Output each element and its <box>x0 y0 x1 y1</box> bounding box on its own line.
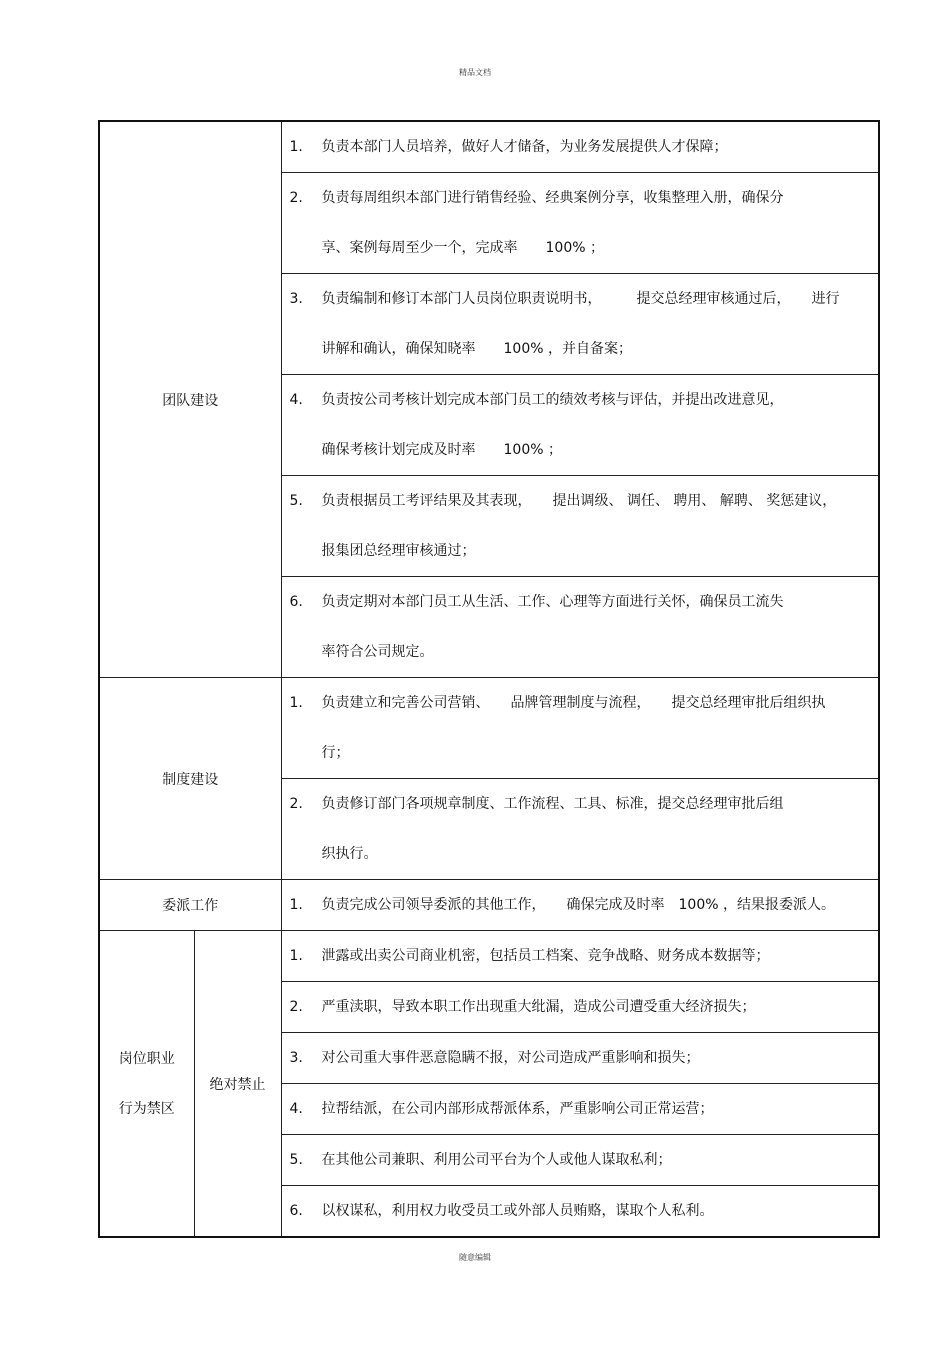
responsibility-item <box>281 982 879 1033</box>
item-number: 5. <box>289 1152 303 1168</box>
item-text: 报集团总经理审核通过； <box>321 543 476 559</box>
item-text: 负责编制和修订本部门人员岗位职责说明书， 提交总经理审核通过后， 进行 <box>321 291 840 307</box>
responsibility-item <box>281 577 879 678</box>
item-text: 负责定期对本部门员工从生活、工作、心理等方面进行关怀，确保员工流失 <box>321 594 784 610</box>
responsibility-item <box>281 121 879 173</box>
subcategory-absolute-prohibition: 绝对禁止 <box>194 931 281 1238</box>
item-number: 6. <box>289 1203 303 1219</box>
item-text: 确保考核计划完成及时率 100% ； <box>321 442 562 458</box>
item-text: 行； <box>321 745 350 761</box>
item-text: 负责修订部门各项规章制度、工作流程、工具、标准，提交总经理审批后组 <box>321 796 784 812</box>
item-text: 负责建立和完善公司营销、 品牌管理制度与流程， 提交总经理审批后组织执 <box>321 695 826 711</box>
item-number: 2. <box>289 190 303 206</box>
item-number: 4. <box>289 392 303 408</box>
responsibility-item <box>281 931 879 982</box>
item-text: 泄露或出卖公司商业机密，包括员工档案、竞争战略、财务成本数据等； <box>321 948 770 964</box>
page-header: 精品文档 <box>459 68 491 77</box>
responsibility-item <box>281 1033 879 1084</box>
responsibility-item <box>281 1135 879 1186</box>
responsibility-item <box>281 173 879 274</box>
item-number: 5. <box>289 493 303 509</box>
item-text: 讲解和确认，确保知晓率 100% ，并自备案； <box>321 341 632 357</box>
item-number: 3. <box>289 291 303 307</box>
item-text: 在其他公司兼职、利用公司平台为个人或他人谋取私利； <box>321 1152 672 1168</box>
responsibility-item <box>281 678 879 779</box>
item-text: 负责按公司考核计划完成本部门员工的绩效考核与评估，并提出改进意见， <box>321 392 784 408</box>
item-number: 1. <box>289 948 303 964</box>
item-text: 织执行。 <box>321 846 378 862</box>
item-text: 负责本部门人员培养，做好人才储备，为业务发展提供人才保障； <box>321 139 728 155</box>
category-title-line: 岗位职业 <box>118 1050 175 1067</box>
table-row <box>99 931 879 982</box>
category-title-line: 行为禁区 <box>118 1100 175 1117</box>
responsibility-item <box>281 1084 879 1135</box>
responsibility-item <box>281 375 879 476</box>
item-number: 1. <box>289 139 303 155</box>
item-text: 对公司重大事件恶意隐瞒不报，对公司造成严重影响和损失； <box>321 1050 700 1066</box>
item-number: 4. <box>289 1101 303 1117</box>
responsibility-item <box>281 1186 879 1238</box>
item-number: 1. <box>289 695 303 711</box>
item-text: 负责完成公司领导委派的其他工作， 确保完成及时率 100% ，结果报委派人。 <box>321 897 835 913</box>
page-footer: 随意编辑 <box>459 1253 491 1262</box>
responsibility-item <box>281 779 879 880</box>
item-text: 严重渎职，导致本职工作出现重大纰漏，造成公司遭受重大经济损失； <box>321 999 756 1015</box>
responsibility-table <box>98 120 880 1238</box>
responsibility-item <box>281 476 879 577</box>
item-number: 2. <box>289 796 303 812</box>
table-row <box>99 880 879 931</box>
item-number: 2. <box>289 999 303 1015</box>
item-number: 3. <box>289 1050 303 1066</box>
table-row <box>99 121 879 173</box>
item-text: 以权谋私，利用权力收受员工或外部人员贿赂，谋取个人私利。 <box>321 1203 714 1219</box>
item-text: 负责每周组织本部门进行销售经验、经典案例分享，收集整理入册，确保分 <box>321 190 784 206</box>
item-text: 享、案例每周至少一个，完成率 100% ； <box>321 240 604 256</box>
table-row <box>99 678 879 779</box>
category-team-building: 团队建设 <box>99 121 281 678</box>
category-delegated-work: 委派工作 <box>99 880 281 931</box>
item-number: 6. <box>289 594 303 610</box>
responsibility-item <box>281 880 879 931</box>
item-text: 拉帮结派，在公司内部形成帮派体系，严重影响公司正常运营； <box>321 1101 714 1117</box>
responsibility-item <box>281 274 879 375</box>
category-forbidden-zone <box>99 931 194 1238</box>
category-system-building: 制度建设 <box>99 678 281 880</box>
item-number: 1. <box>289 897 303 913</box>
item-text: 负责根据员工考评结果及其表现， 提出调级、 调任、 聘用、 解聘、 奖惩建议， <box>321 493 837 509</box>
item-text: 率符合公司规定。 <box>321 644 434 660</box>
